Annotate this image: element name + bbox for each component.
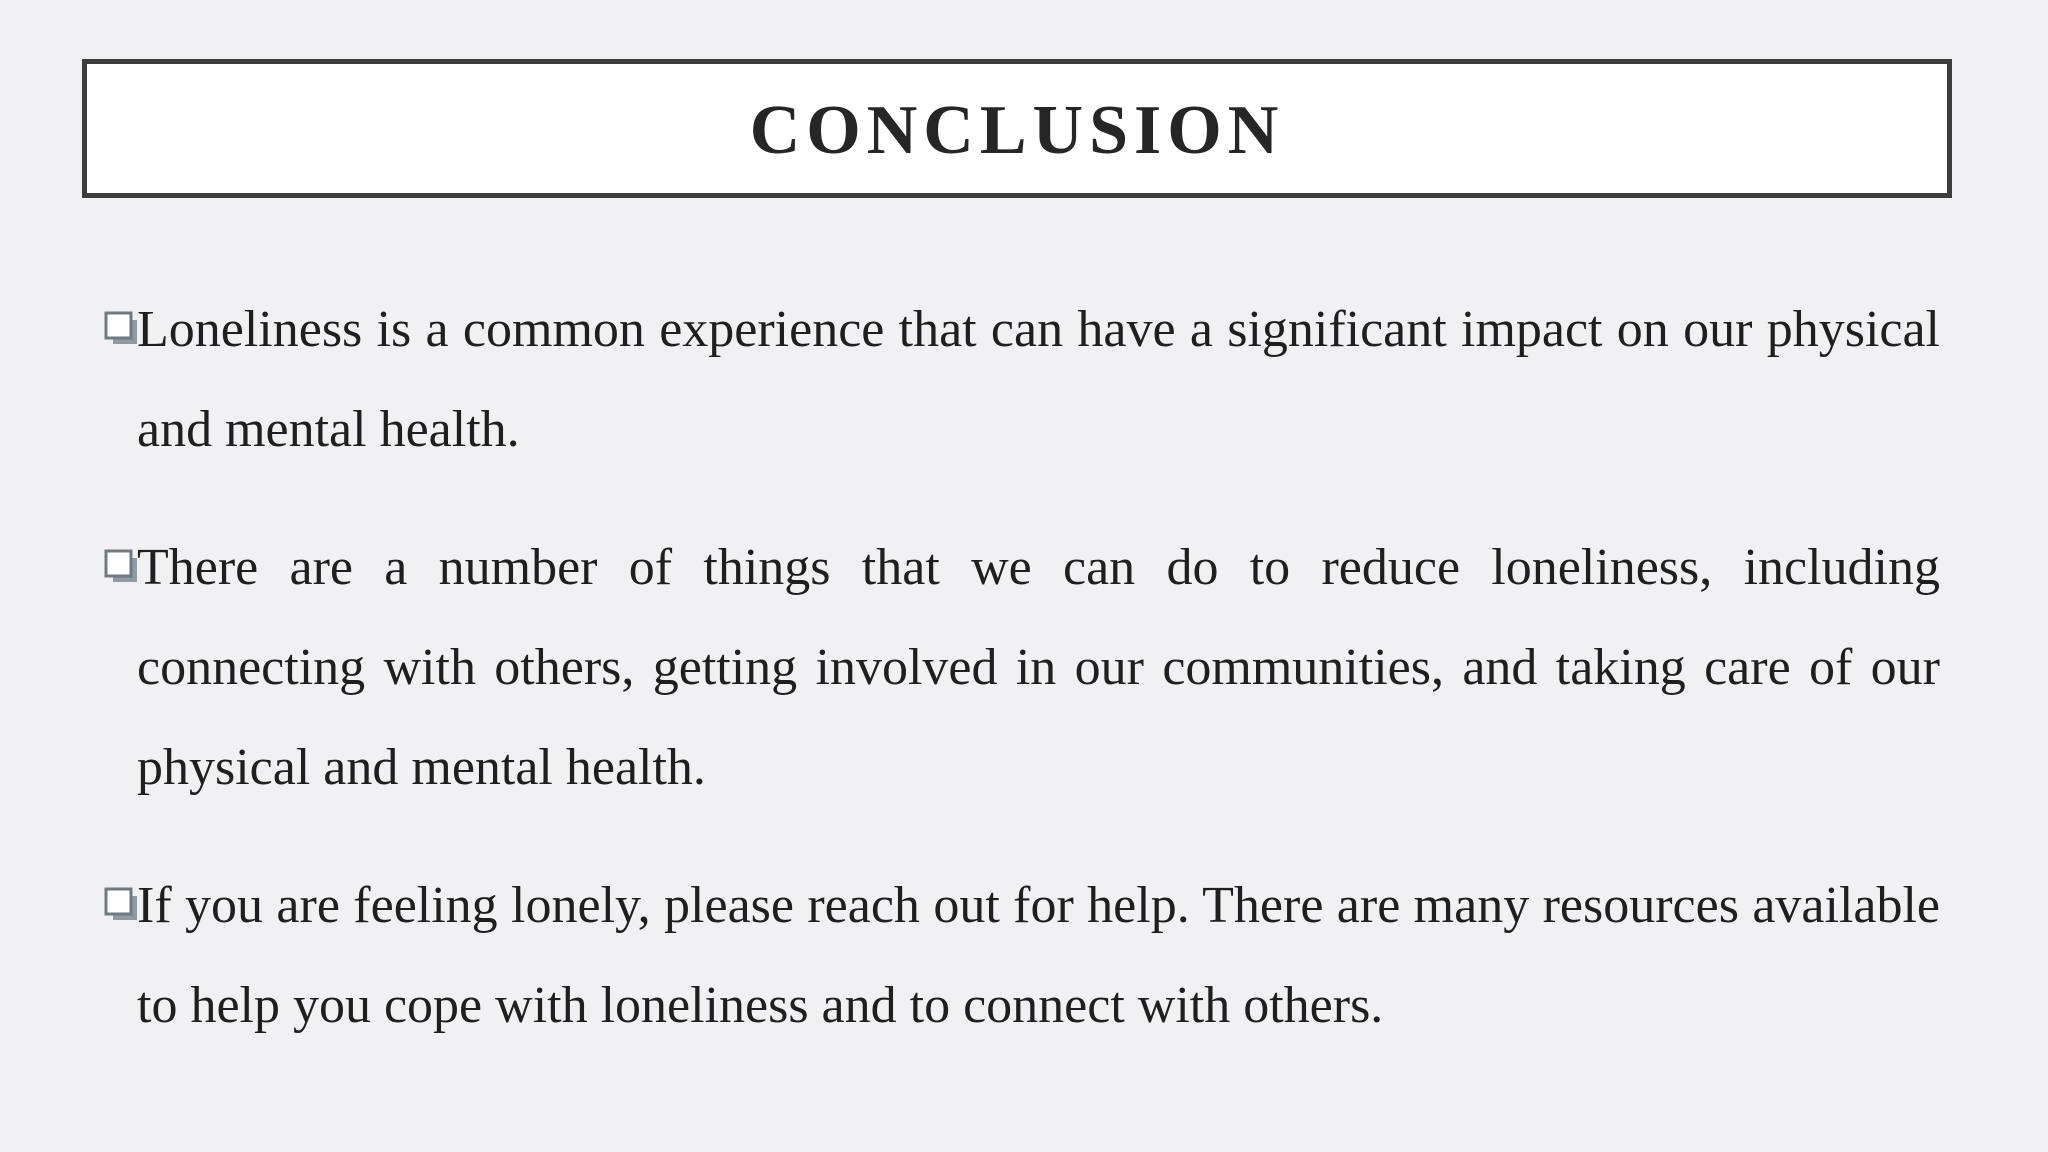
bullet-text: If you are feeling lonely, please reach out for help. There are many resources available to help you cope with loneliness and to connect with others. <box>137 877 1940 1034</box>
bullet-text: Loneliness is a common experience that can have a significant impact on our physical and mental health. <box>137 301 1940 458</box>
bullet-item <box>100 280 1940 480</box>
bullet-item <box>100 518 1940 818</box>
slide-title: CONCLUSION <box>749 91 1285 169</box>
hollow-square-icon <box>104 887 138 923</box>
bullet-item <box>100 856 1940 1056</box>
title-box <box>82 59 1952 198</box>
bullet-list <box>100 280 1940 1094</box>
bullet-text: There are a number of things that we can do to reduce loneliness, including connecting with others, getting involved in our communities, and taking care of our physical and mental health. <box>137 539 1940 796</box>
hollow-square-icon <box>104 311 138 347</box>
hollow-square-icon <box>104 549 138 585</box>
